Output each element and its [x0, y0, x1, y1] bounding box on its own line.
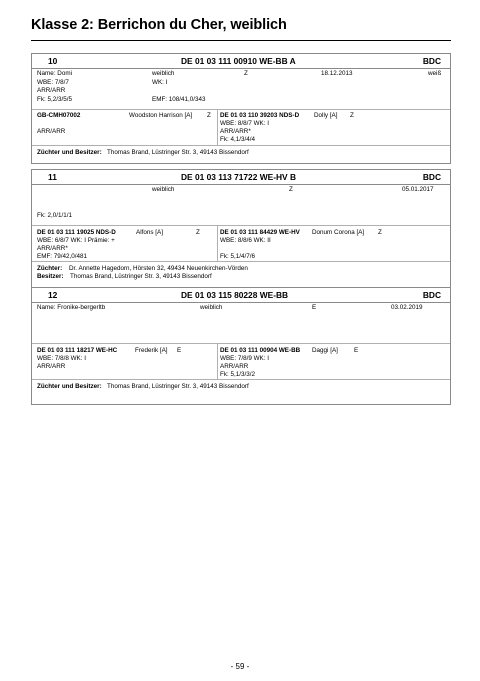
animal-birthdate: 05.01.2017: [402, 186, 434, 193]
dam-wbe: WBE: 8/8/7 WK: I: [220, 120, 269, 127]
dam-arr: ARR/ARR: [220, 363, 249, 370]
owner-label: Züchter und Besitzer:: [37, 149, 102, 156]
dam-fk: Fk: 5,1/4/7/6: [220, 253, 256, 260]
animal-arr: ARR/ARR: [37, 87, 66, 94]
entry-bdc: BDC: [422, 172, 441, 182]
dam-arr: ARR/ARR*: [220, 128, 251, 135]
animal-color: weiß: [428, 70, 442, 77]
animal-sex: weiblich: [200, 304, 223, 311]
owner-divider: [32, 379, 450, 380]
parents-divider: [32, 343, 450, 344]
parents-column-divider: [217, 225, 218, 261]
dam-id: DE 01 03 111 84429 WE-HV: [220, 229, 300, 236]
parents-column-divider: [217, 109, 218, 145]
parents-column-divider: [217, 343, 218, 379]
sire-wbe: WBE: 6/8/7 WK: I Prämie: +: [37, 237, 115, 244]
animal-name: Name: Fronike-bergerltb: [37, 304, 106, 311]
entry-id: DE 01 03 111 00910 WE-BB A: [181, 56, 296, 66]
entry-bdc: BDC: [422, 290, 441, 300]
dam-herdbook: Z: [350, 112, 354, 119]
sire-name: Frederik [A]: [135, 347, 168, 354]
sire-arr: ARR/ARR: [37, 363, 66, 370]
animal-fk: Fk: 5,2/3/5/5: [37, 96, 73, 103]
owner-divider: [32, 261, 450, 262]
entry-number: 12: [48, 290, 58, 300]
breeder-text: Dr. Annette Hagedorn, Hörsten 32, 49434 Neuenkirchen-Vörden: [69, 265, 248, 272]
title-rule: [31, 40, 451, 41]
dam-name: Donum Corona [A]: [312, 229, 365, 236]
animal-fk: Fk: 2,0/1/1/1: [37, 212, 73, 219]
animal-wbe: WBE: 7/8/7: [37, 79, 69, 86]
parents-divider: [32, 109, 450, 110]
entry-card-11: [31, 169, 451, 290]
owner-divider: [32, 145, 450, 146]
entry-header: [32, 54, 450, 69]
page-number: - 59 -: [230, 662, 250, 671]
animal-herdbook: Z: [244, 70, 248, 77]
sire-herdbook: Z: [207, 112, 211, 119]
sire-id: GB-CMH07002: [37, 112, 81, 119]
dam-herdbook: E: [354, 347, 359, 354]
animal-sex: weiblich: [152, 70, 175, 77]
parents-divider: [32, 225, 450, 226]
page-title: Klasse 2: Berrichon du Cher, weiblich: [31, 17, 287, 33]
owner-text: Thomas Brand, Lüstringer Str. 3, 49143 Bissendorf: [107, 149, 249, 156]
dam-fk: Fk: 4,1/3/4/4: [220, 136, 256, 143]
animal-herdbook: Z: [289, 186, 293, 193]
owner-text: Thomas Brand, Lüstringer Str. 3, 49143 Bissendorf: [107, 383, 249, 390]
dam-wbe: WBE: 8/8/6 WK: II: [220, 237, 271, 244]
sire-emf: EMF: 79/42,0/481: [37, 253, 88, 260]
sire-name: Woodston Harrison [A]: [129, 112, 193, 119]
sire-herdbook: E: [177, 347, 182, 354]
entry-id: DE 01 03 115 80228 WE-BB: [181, 290, 289, 300]
dam-id: DE 01 03 110 39203 NDS-D: [220, 112, 300, 119]
entry-card-10: [31, 53, 451, 164]
entry-id: DE 01 03 113 71722 WE-HV B: [181, 172, 296, 182]
sire-wbe: WBE: 7/8/8 WK: I: [37, 355, 86, 362]
owner-label: Besitzer:: [37, 273, 64, 280]
dam-wbe: WBE: 7/8/9 WK: I: [220, 355, 269, 362]
dam-name: Dolly [A]: [314, 112, 338, 119]
sire-id: DE 01 03 111 18217 WE-HC: [37, 347, 118, 354]
dam-id: DE 01 03 111 00904 WE-BB: [220, 347, 301, 354]
sire-arr: ARR/ARR: [37, 128, 66, 135]
sire-herdbook: Z: [196, 229, 200, 236]
dam-fk: Fk: 5,1/3/3/2: [220, 371, 256, 378]
animal-name: Name: Domi: [37, 70, 72, 77]
sire-id: DE 01 03 111 19025 NDS-D: [37, 229, 116, 236]
sire-name: Alfons [A]: [136, 229, 163, 236]
animal-birthdate: 03.02.2019: [391, 304, 423, 311]
entry-number: 10: [48, 56, 58, 66]
animal-wk: WK: I: [152, 79, 168, 86]
entry-bdc: BDC: [422, 56, 441, 66]
sire-arr: ARR/ARR*: [37, 245, 68, 252]
entry-header: [32, 288, 450, 303]
owner-text: Thomas Brand, Lüstringer Str. 3, 49143 Bissendorf: [70, 273, 212, 280]
entry-number: 11: [48, 172, 57, 182]
dam-name: Daggi [A]: [312, 347, 338, 354]
animal-herdbook: E: [312, 304, 317, 311]
animal-emf: EMF: 108/41,0/343: [152, 96, 206, 103]
entry-card-12: [31, 287, 451, 405]
breeder-label: Züchter:: [37, 265, 63, 272]
animal-sex: weiblich: [152, 186, 175, 193]
animal-birthdate: 18.12.2013: [321, 70, 353, 77]
owner-label: Züchter und Besitzer:: [37, 383, 102, 390]
dam-herdbook: Z: [378, 229, 382, 236]
entry-header: [32, 170, 450, 185]
